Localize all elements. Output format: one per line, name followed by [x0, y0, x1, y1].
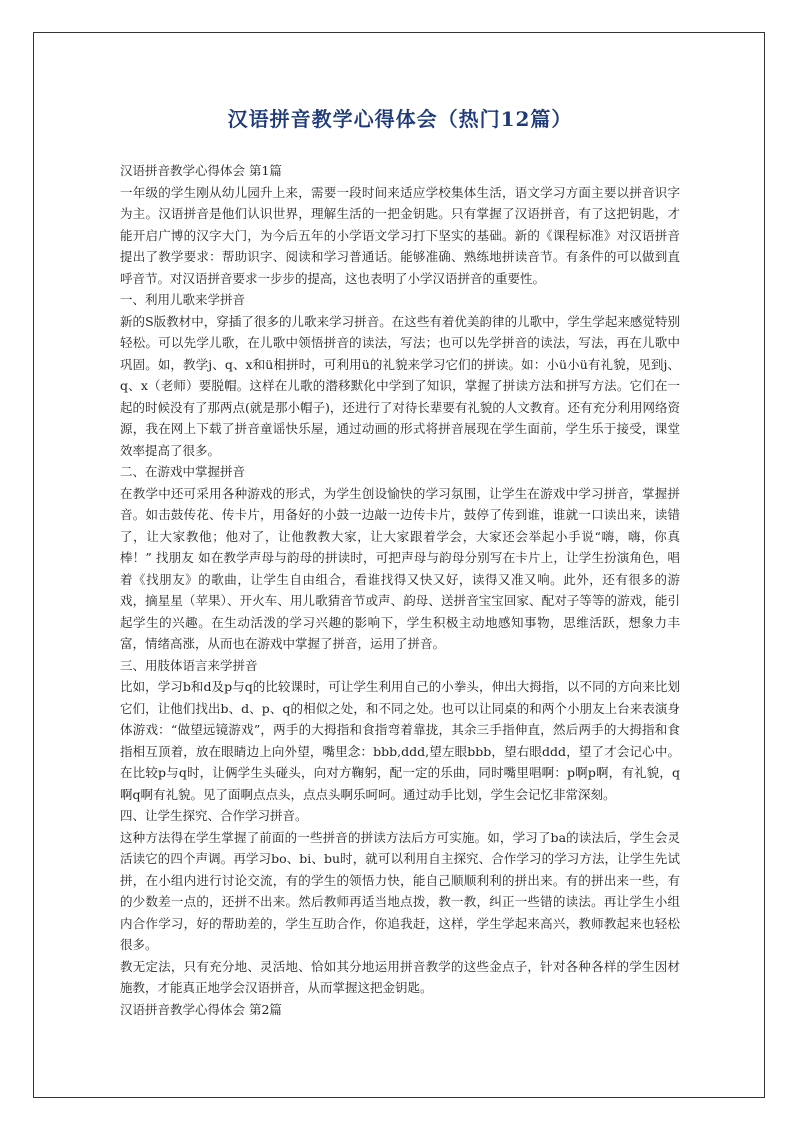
paragraph: 在教学中还可采用各种游戏的形式，为学生创设愉快的学习氛围，让学生在游戏中学习拼音，掌握拼音。如击鼓传花、传卡片，用备好的小鼓一边敲一边传卡片，鼓停了传到谁，谁就一口读出来，读错了，让大家教他；他对了，让他教教大家，让大家跟着学会，大家还会举起小手说“嗨，嗨，你真棒！” 找朋友 如在教学声母与韵母的拼读时，可把声母与韵母分别写在卡片上，让学生扮演角色，唱着《找朋友》的歌曲，让学生自由组合，看谁找得又快又好，读得又准又响。此外，还有很多的游戏，摘星星（苹果）、开火车、用儿歌猜音节或声、韵母、送拼音宝宝回家、配对子等等的游戏，能引起学生的兴趣。在生动活泼的学习兴趣的影响下，学生积极主动地感知事物，思维活跃，想象力丰富，情绪高涨，从而也在游戏中掌握了拼音，运用了拼音。	[120, 485, 680, 651]
paragraph: 教无定法，只有充分地、灵活地、恰如其分地运用拼音教学的这些金点子，针对各种各样的学生因材施教，才能真正地学会汉语拼音，从而掌握这把金钥匙。	[120, 958, 680, 995]
document-title: 汉语拼音教学心得体会（热门12篇）	[227, 107, 573, 131]
subheading: 四、让学生探究、合作学习拼音。	[120, 808, 308, 823]
subheading: 三、用肢体语言来学拼音	[120, 657, 258, 673]
subheading: 二、在游戏中掌握拼音	[120, 464, 246, 479]
section-heading: 汉语拼音教学心得体会 第2篇	[120, 1001, 282, 1017]
paragraph: 这种方法得在学生掌握了前面的一些拼音的拼读方法后方可实施。如，学习了ba的读法后，学生会灵活读它的四个声调。再学习bo、bi、bu时，就可以利用自主探究、合作学习的学习方法，让学生先试拼，在小组内进行讨论交流，有的学生的领悟力快，能自己顺顺利利的拼出来。有的拼出来一些，有的少数差一点的，还拼不出来。然后教师再适当地点拨，教一教，纠正一些错的读法。再让学生小组内合作学习，好的帮助差的，学生互助合作，你追我赶，这样，学生学起来高兴，教师教起来也轻松很多。	[120, 829, 680, 952]
document-body	[120, 160, 680, 1020]
paragraph: 新的S版教材中，穿插了很多的儿歌来学习拼音。在这些有着优美韵律的儿歌中，学生学起来感觉特别轻松。可以先学儿歌，在儿歌中领悟拼音的读法，写法；也可以先学拼音的读法，写法，再在儿歌中巩固。如，教学j、q、x和ü相拼时，可利用ü的礼貌来学习它们的拼读。如：小ü小ü有礼貌，见到j、q、x（老师）要脱帽。这样在儿歌的潜移默化中学到了知识，掌握了拼读方法和拼写方法。它们在一起的时候没有了那两点(就是那小帽子)，还进行了对待长辈要有礼貌的人文教育。还有充分利用网络资源，我在网上下载了拼音童谣快乐屋，通过动画的形式将拼音展现在学生面前，学生乐于接受，课堂效率提高了很多。	[120, 313, 680, 458]
subheading: 一、利用儿歌来学拼音	[120, 292, 246, 307]
paragraph: 比如，学习b和d及p与q的比较课时，可让学生利用自己的小拳头，伸出大拇指，以不同的方向来比划它们，让他们找出b、d、p、q的相似之处，和不同之处。也可以让同桌的和两个小朋友上台来表演身体游戏：“做望远镜游戏”，两手的大拇指和食指弯着靠拢，其余三手指伸直，然后两手的大拇指和食指相互顶着，放在眼睛边上向外望，嘴里念：bbb,ddd,望左眼bbb，望右眼ddd，望了才会记心中。在比较p与q时，让俩学生头碰头，向对方鞠躬，配一定的乐曲，同时嘴里唱啊：p啊p啊，有礼貌，q啊q啊有礼貌。见了面啊点点头，点点头啊乐呵呵。通过动手比划，学生会记忆非常深刻。	[120, 679, 680, 802]
paragraph: 一年级的学生刚从幼儿园升上来，需要一段时间来适应学校集体生活，语文学习方面主要以拼音识字为主。汉语拼音是他们认识世界，理解生活的一把金钥匙。只有掌握了汉语拼音，有了这把钥匙，才能开启广博的汉字大门，为今后五年的小学语文学习打下坚实的基础。新的《课程标准》对汉语拼音提出了教学要求：帮助识字、阅读和学习普通话。能够准确、熟练地拼读音节。有条件的可以做到直呼音节。对汉语拼音要求一步步的提高，这也表明了小学汉语拼音的重要性。	[120, 184, 680, 286]
section-heading: 汉语拼音教学心得体会 第1篇	[120, 163, 282, 178]
